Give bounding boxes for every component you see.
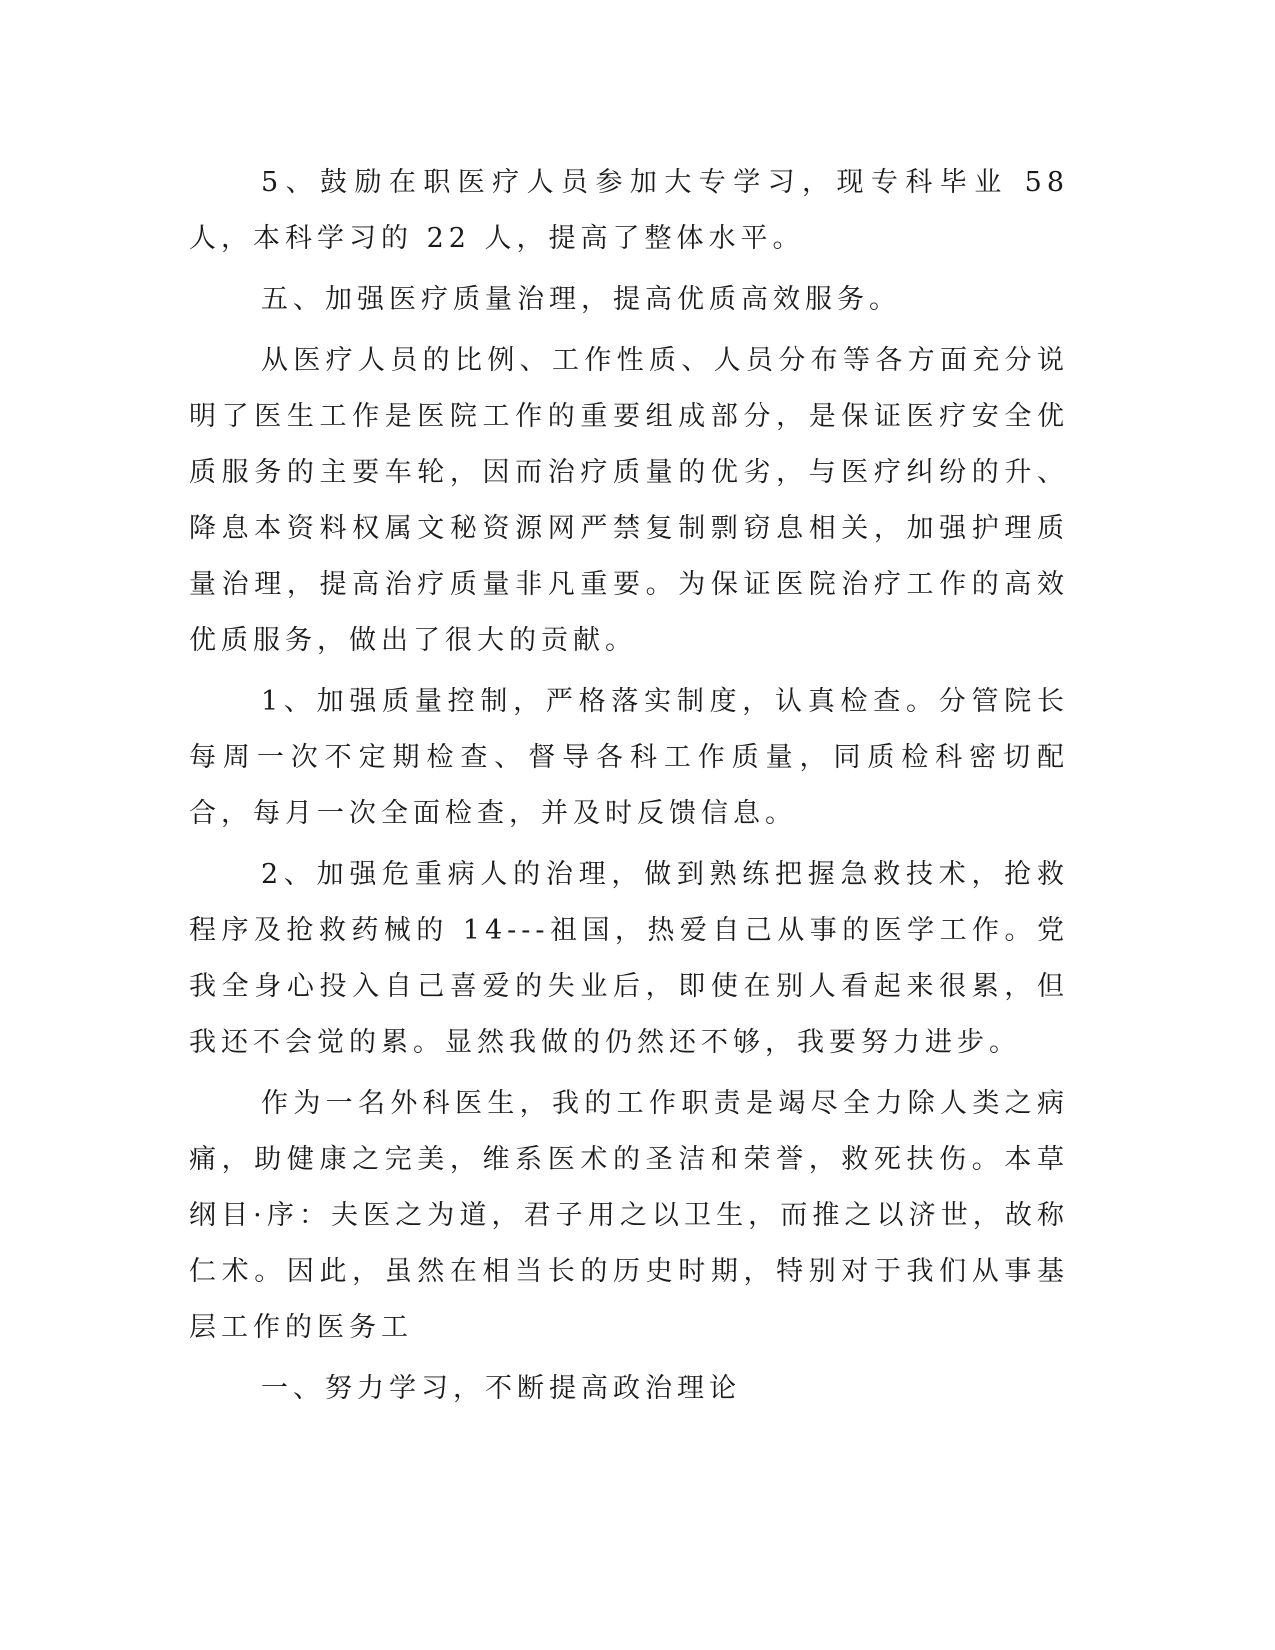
paragraph-1: 5、鼓励在职医疗人员参加大专学习，现专科毕业 58 人，本科学习的 22 人，提高了整体水平。 bbox=[189, 167, 1069, 254]
paragraph-2: 从医疗人员的比例、工作性质、人员分布等各方面充分说明了医生工作是医院工作的重要组成部分，是保证医疗安全优质服务的主要车轮，因而治疗质量的优劣，与医疗纠纷的升、降息本资料权属文秘资源网严禁复制剽窃息相关，加强护理质量治理，提高治疗质量非凡重要。为保证医院治疗工作的高效优质服务，做出了很大的贡献。 bbox=[189, 345, 1069, 656]
section-heading-5: 五、加强医疗质量治理，提高优质高效服务。 bbox=[261, 284, 901, 315]
paragraph-4: 2、加强危重病人的治理，做到熟练把握急救技术，抢救程序及抢救药械的 14---祖国，热爱自己从事的医学工作。党我全身心投入自己喜爱的失业后，即使在别人看起来很累，但我还不会觉的累。显然我做的仍然还不够，我要努力进步。 bbox=[189, 859, 1069, 1058]
paragraph-3: 1、加强质量控制，严格落实制度，认真检查。分管院长每周一次不定期检查、督导各科工作质量，同质检科密切配合，每月一次全面检查，并及时反馈信息。 bbox=[189, 686, 1069, 829]
paragraph-5: 作为一名外科医生，我的工作职责是竭尽全力除人类之病痛，助健康之完美，维系医术的圣洁和荣誉，救死扶伤。本草纲目·序：夫医之为道，君子用之以卫生，而推之以济世，故称仁术。因此，虽然在相当长的历史时期，特别对于我们从事基层工作的医务工 bbox=[189, 1088, 1069, 1343]
section-heading-1: 一、努力学习，不断提高政治理论 bbox=[261, 1373, 741, 1404]
document-body bbox=[189, 155, 1069, 1422]
